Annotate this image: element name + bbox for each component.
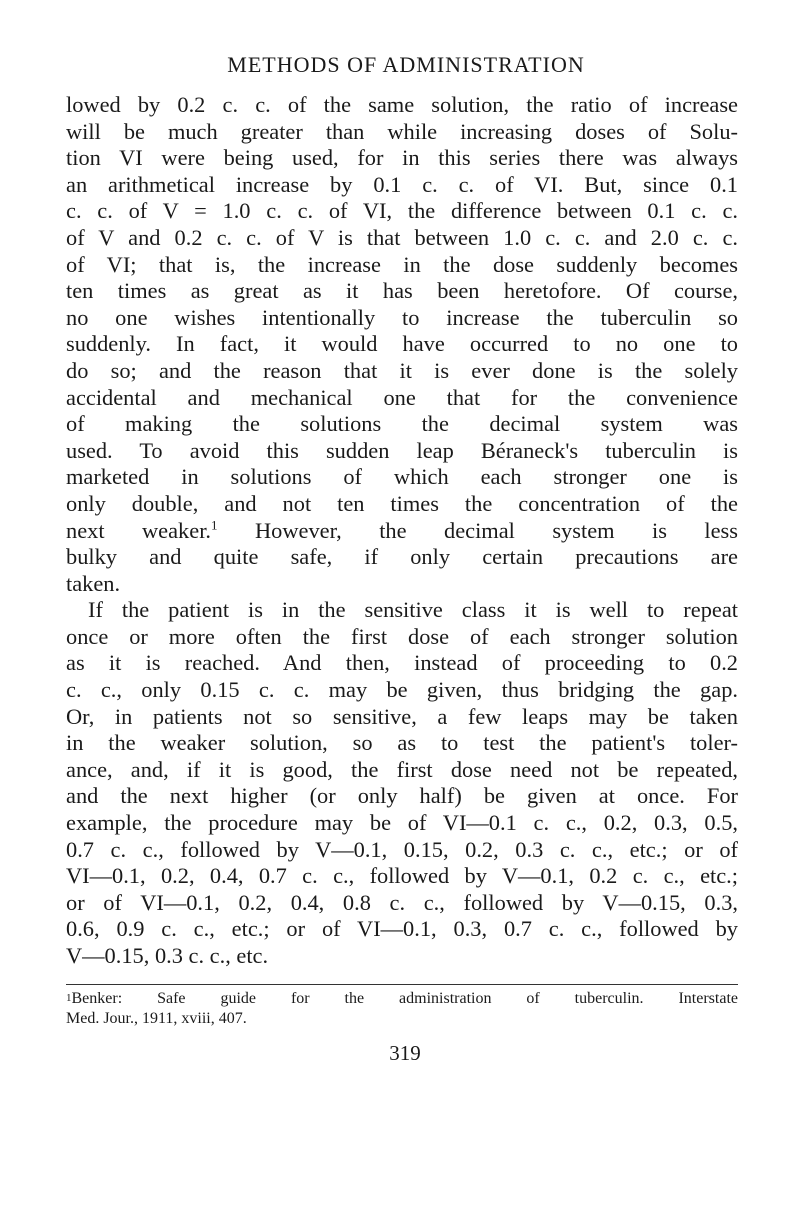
text-line: will be much greater than while increasing doses of Solu- (66, 118, 738, 144)
footnote-reference[interactable]: 1 (211, 517, 218, 533)
text-line: ten times as great as it has been heretofore. Of course, (66, 278, 738, 304)
text-line: used. To avoid this sudden leap Béraneck's tuberculin is (66, 437, 738, 463)
text-line: an arithmetical increase by 0.1 c. c. of VI. But, since 0.1 (66, 171, 738, 197)
text-line: If the patient is in the sensitive class it is well to repeat (88, 597, 738, 623)
text-line: tion VI were being used, for in this series there was always (66, 145, 738, 171)
text-line: c. c., only 0.15 c. c. may be given, thus bridging the gap. (66, 677, 738, 703)
running-head: METHODS OF ADMINISTRATION (227, 52, 585, 77)
paragraph-1 (66, 92, 738, 597)
text-line: as it is reached. And then, instead of proceeding to 0.2 (66, 650, 738, 676)
footnote-text: Benker: Safe guide for the administration of tuberculin. Interstate (71, 989, 738, 1007)
text-line: accidental and mechanical one that for the convenience (66, 384, 738, 410)
text-line: once or more often the first dose of each stronger solution (66, 623, 738, 649)
text-line: c. c. of V = 1.0 c. c. of VI, the difference between 0.1 c. c. (66, 198, 738, 224)
text-line: of making the solutions the decimal system was (66, 411, 738, 437)
text-line: and the next higher (or only half) be given at once. For (66, 783, 738, 809)
text-line: do so; and the reason that it is ever done is the solely (66, 357, 738, 383)
footnote-marker: 1 (66, 991, 72, 1004)
text-line: or of VI—0.1, 0.2, 0.4, 0.8 c. c., followed by V—0.15, 0.3, (66, 889, 738, 915)
footnote-line: Med. Jour., 1911, xviii, 407. (66, 1009, 247, 1027)
text-segment: next weaker. (66, 517, 212, 543)
footnote-divider (66, 984, 738, 985)
text-line-with-footnote-ref (66, 518, 738, 545)
text-line: lowed by 0.2 c. c. of the same solution, the ratio of increase (66, 92, 738, 117)
text-line: VI—0.1, 0.2, 0.4, 0.7 c. c., followed by V—0.1, 0.2 c. c., etc.; (66, 863, 738, 889)
page-number: 319 (389, 1040, 421, 1065)
text-line: suddenly. In fact, it would have occurred to no one to (66, 331, 738, 357)
text-line: V—0.15, 0.3 c. c., etc. (66, 943, 269, 968)
text-line: 0.6, 0.9 c. c., etc.; or of VI—0.1, 0.3, 0.7 c. c., followed by (66, 916, 738, 942)
text-line: in the weaker solution, so as to test the patient's toler- (66, 730, 738, 756)
text-line: ance, and, if it is good, the first dose need not be repeated, (66, 756, 738, 782)
text-line: marketed in solutions of which each stronger one is (66, 464, 738, 490)
footnote (66, 989, 738, 1029)
text-line: bulky and quite safe, if only certain precautions are (66, 544, 738, 570)
text-line: no one wishes intentionally to increase the tuberculin so (66, 304, 738, 330)
text-line: only double, and not ten times the concentration of the (66, 490, 738, 516)
text-segment: However, the decimal system is less (217, 517, 738, 543)
text-line: 0.7 c. c., followed by V—0.1, 0.15, 0.2, 0.3 c. c., etc.; or of (66, 836, 738, 862)
text-line: example, the procedure may be of VI—0.1 c. c., 0.2, 0.3, 0.5, (66, 810, 738, 836)
footnote-line (66, 989, 738, 1009)
text-line: of VI; that is, the increase in the dose suddenly becomes (66, 251, 738, 277)
text-line: of V and 0.2 c. c. of V is that between 1.0 c. c. and 2.0 c. c. (66, 224, 738, 250)
text-line: taken. (66, 570, 121, 596)
paragraph-2 (66, 597, 738, 969)
text-line: Or, in patients not so sensitive, a few leaps may be taken (66, 703, 738, 729)
book-page (66, 52, 738, 1066)
